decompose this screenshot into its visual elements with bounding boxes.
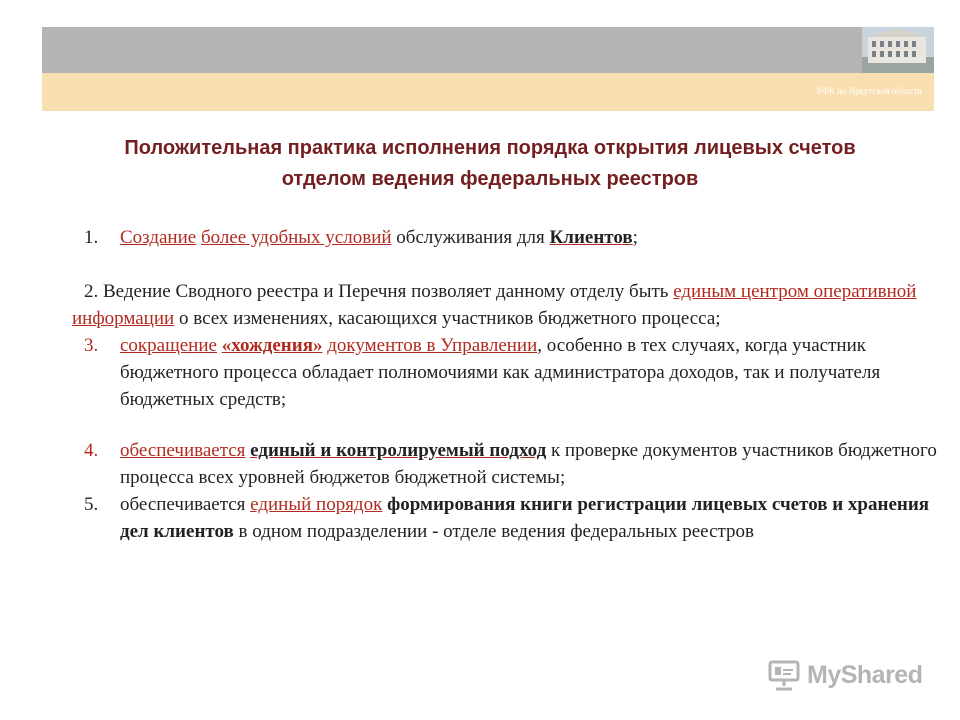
item-number: 5. bbox=[84, 494, 99, 515]
item-1-highlight-1: Создание bbox=[120, 227, 197, 248]
item-5-bold: формирования книги регистрации лицевых счетов и хранения дел клиентов bbox=[120, 494, 930, 542]
item-1-tail: ; bbox=[632, 227, 638, 248]
item-2-text-2: о всех изменениях, касающихся участников бюджетного процесса; bbox=[178, 308, 721, 329]
page-title bbox=[30, 133, 950, 195]
item-number: 3. bbox=[84, 335, 99, 356]
building-photo bbox=[862, 27, 934, 73]
item-5-highlight: единый порядок bbox=[250, 494, 383, 515]
item-number: 2. bbox=[84, 281, 99, 302]
title-line-2: отделом ведения федеральных реестров bbox=[281, 168, 699, 190]
presentation-icon bbox=[767, 658, 801, 692]
item-4-bold: единый и контролируемый подход bbox=[250, 440, 547, 461]
item-number: 4. bbox=[84, 440, 99, 461]
list-item bbox=[72, 491, 942, 545]
item-1-bold: Клиентов bbox=[549, 227, 633, 248]
item-2-text-1: Ведение Сводного реестра и Перечня позволяет данному отделу быть bbox=[103, 281, 669, 302]
content-body bbox=[72, 224, 942, 545]
item-5-text-2: в одном подразделении - отделе ведения федеральных реестров bbox=[238, 521, 755, 542]
list-item bbox=[72, 224, 942, 251]
watermark-logo bbox=[767, 657, 922, 693]
item-3-highlight-bold: «хождения» bbox=[221, 335, 323, 356]
item-1-highlight-2: более удобных условий bbox=[200, 227, 392, 248]
title-line-1: Положительная практика исполнения порядка открытия лицевых счетов bbox=[124, 137, 856, 159]
header-caption: УФК по Иркутской области bbox=[816, 86, 922, 96]
header-gray-band bbox=[42, 27, 862, 73]
item-3-text: , особенно в тех случаях, когда участник бюджетного процесса обладает полномочиями как администратора доходов, так и получателя бюджетных средств; bbox=[120, 335, 881, 410]
list-item bbox=[72, 332, 942, 413]
item-1-text: обслуживания для bbox=[396, 227, 545, 248]
watermark-text: MyShared bbox=[807, 660, 923, 689]
list-item bbox=[72, 437, 942, 491]
item-number: 1. bbox=[84, 227, 99, 248]
item-5-text-1: обеспечивается bbox=[120, 494, 246, 515]
item-4-text: к проверке документов участников бюджетного процесса всех уровней бюджетов бюджетной системы; bbox=[120, 440, 937, 488]
building-photo-image bbox=[862, 27, 934, 73]
item-3-highlight-2: документов в Управлении bbox=[327, 335, 538, 356]
list-item bbox=[72, 278, 942, 332]
item-3-highlight-1: сокращение bbox=[120, 335, 217, 356]
item-4-highlight: обеспечивается bbox=[120, 440, 246, 461]
item-2-highlight: единым центром оперативной информации bbox=[72, 281, 917, 329]
header-yellow-band bbox=[42, 73, 934, 111]
